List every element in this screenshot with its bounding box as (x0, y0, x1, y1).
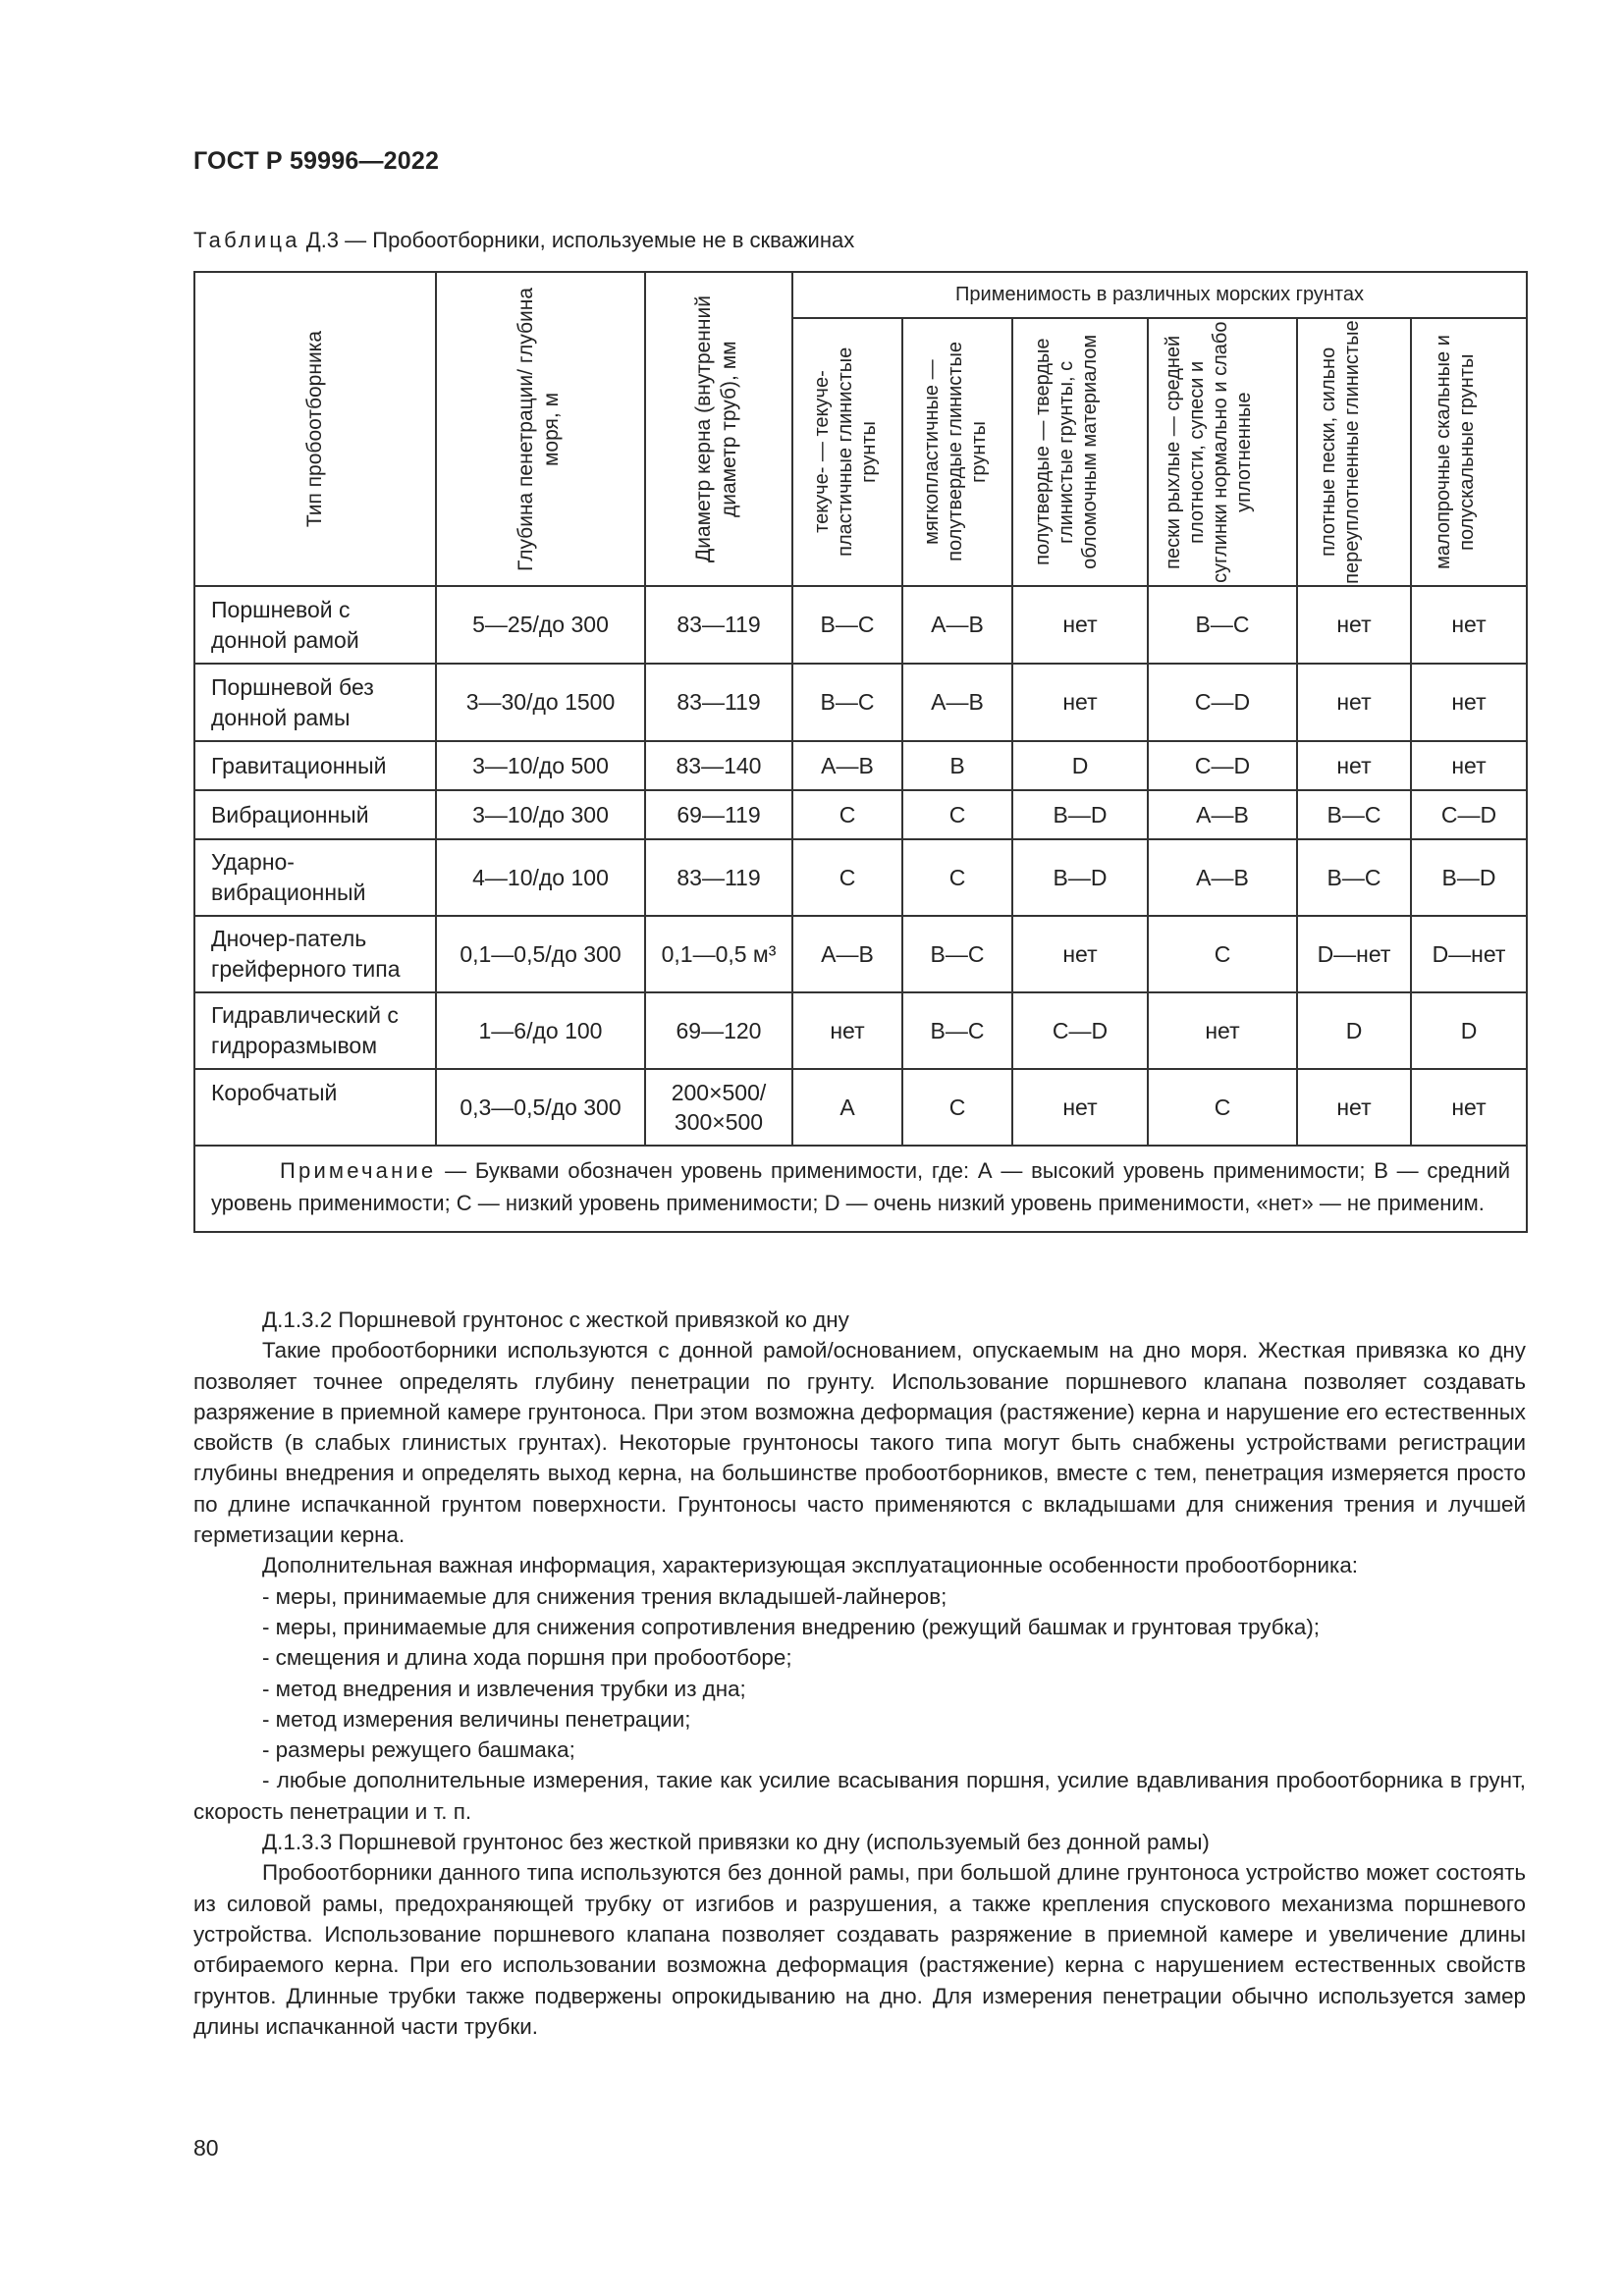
soil-value: D (1012, 741, 1148, 790)
table-row (194, 992, 1527, 1069)
sampler-type: Ударно-вибрационный (194, 839, 436, 916)
paragraph: Пробоотборники данного типа используются без донной рамы, при большой длине грунтоноса устройство может состоять из силовой рамы, предохраняющей трубку от изгибов и разрушения, а также крепления спускового механизма поршневого устройства. Использование поршневого клапана позволяет создавать разряжение в приемной камере и увеличение длины отбираемого керна. При его использовании возможна деформация (растяжение) керна с нарушением естественных свойств грунтов. Длинные трубки также подвержены опрокидыванию на дно. Для измерения пенетрации обычно используется замер длины испачканной части трубки. (193, 1860, 1526, 2039)
soil-value: нет (1411, 664, 1527, 741)
table-row (194, 790, 1527, 839)
depth-value: 3—30/до 1500 (436, 664, 645, 741)
col-header-depth: Глубина пенетрации/ глубина моря, м (436, 272, 645, 586)
depth-value: 0,1—0,5/до 300 (436, 916, 645, 992)
soil-value: D—нет (1297, 916, 1411, 992)
soil-value: нет (1297, 664, 1411, 741)
soil-value: нет (1411, 741, 1527, 790)
body-text (193, 1305, 1526, 2042)
depth-value: 5—25/до 300 (436, 586, 645, 664)
soil-value: В—D (1012, 790, 1148, 839)
soil-value: нет (1411, 1069, 1527, 1146)
note-label: Примечание (280, 1158, 437, 1183)
soil-value: В—D (1012, 839, 1148, 916)
soil-value: D—нет (1411, 916, 1527, 992)
table-row (194, 664, 1527, 741)
table-row (194, 916, 1527, 992)
soil-value: А—В (902, 586, 1012, 664)
list-item: - меры, принимаемые для снижения трения вкладышей-лайнеров; (262, 1583, 947, 1609)
table-caption-label: Таблица (193, 228, 300, 252)
soil-value: С (902, 1069, 1012, 1146)
soil-value: А (792, 1069, 902, 1146)
col-header-soil-1: текуче- — текуче-пластичные глинистые грунты (792, 318, 902, 586)
soil-value: D (1411, 992, 1527, 1069)
soil-value: нет (1012, 916, 1148, 992)
soil-value: В—С (1297, 790, 1411, 839)
sampler-type: Коробчатый (194, 1069, 436, 1146)
soil-value: В—С (902, 992, 1012, 1069)
list-item: - размеры режущего башмака; (262, 1737, 575, 1763)
diameter-value: 83—119 (645, 664, 792, 741)
soil-value: А—В (1148, 790, 1297, 839)
soil-value: С (902, 790, 1012, 839)
soil-value: С—D (1012, 992, 1148, 1069)
depth-value: 3—10/до 300 (436, 790, 645, 839)
depth-value: 4—10/до 100 (436, 839, 645, 916)
table-note-row (194, 1146, 1527, 1232)
soil-value: нет (792, 992, 902, 1069)
samplers-table (193, 271, 1528, 1233)
soil-value: нет (1012, 664, 1148, 741)
sampler-type: Вибрационный (194, 790, 436, 839)
soil-value: А—В (902, 664, 1012, 741)
soil-value: С—D (1411, 790, 1527, 839)
table-caption (193, 228, 854, 253)
paragraph: Дополнительная важная информация, характеризующая эксплуатационные особенности пробоотборника: (262, 1553, 1358, 1578)
soil-value: В—С (792, 664, 902, 741)
soil-value: С (1148, 916, 1297, 992)
soil-value: А—В (792, 916, 902, 992)
diameter-value: 0,1—0,5 м³ (645, 916, 792, 992)
list-item: - любые дополнительные измерения, такие как усилие всасывания поршня, усилие вдавливания пробоотборника в грунт, скорость пенетрации и т. п. (193, 1768, 1526, 1824)
soil-value: С—D (1148, 664, 1297, 741)
page-number: 80 (193, 2135, 219, 2161)
col-header-soil-6: малопрочные скальные и полускальные грунты (1411, 318, 1527, 586)
soil-value: С (902, 839, 1012, 916)
sampler-type: Поршневой без донной рамы (194, 664, 436, 741)
diameter-value: 83—140 (645, 741, 792, 790)
soil-value: В (902, 741, 1012, 790)
table-row (194, 839, 1527, 916)
soil-value: нет (1012, 1069, 1148, 1146)
table-row (194, 1069, 1527, 1146)
diameter-value: 200×500/ 300×500 (645, 1069, 792, 1146)
soil-value: С (792, 839, 902, 916)
list-item: - меры, принимаемые для снижения сопротивления внедрению (режущий башмак и грунтовая трубка); (262, 1614, 1320, 1639)
paragraph: Такие пробоотборники используются с донной рамой/основанием, опускаемым на дно моря. Жесткая привязка ко дну позволяет точнее определять глубину пенетрации по грунту. Использование поршневого клапана позволяет создавать разряжение в приемной камере грунтоноса. При этом возможна деформация (растяжение) керна и нарушение его естественных свойств (в слабых глинистых грунтах). Некоторые грунтоносы такого типа могут быть снабжены устройствами регистрации глубины внедрения и определять выход керна, на большинстве пробоотборников, вместе с тем, пенетрация измеряется просто по длине испачканной грунтом поверхности. Грунтоносы часто применяются с вкладышами для снижения трения и лучшей герметизации керна. (193, 1338, 1526, 1548)
col-group-header-applicability: Применимость в различных морских грунтах (792, 272, 1527, 318)
soil-value: нет (1297, 586, 1411, 664)
soil-value: В—С (1148, 586, 1297, 664)
soil-value: нет (1297, 741, 1411, 790)
sampler-type: Поршневой с донной рамой (194, 586, 436, 664)
depth-value: 3—10/до 500 (436, 741, 645, 790)
soil-value: С (1148, 1069, 1297, 1146)
soil-value: А—В (1148, 839, 1297, 916)
list-item: - смещения и длина хода поршня при пробоотборе; (262, 1645, 792, 1671)
sampler-type: Гравитационный (194, 741, 436, 790)
depth-value: 1—6/до 100 (436, 992, 645, 1069)
table-note (194, 1146, 1527, 1232)
diameter-value: 69—119 (645, 790, 792, 839)
table-row (194, 741, 1527, 790)
soil-value: нет (1148, 992, 1297, 1069)
soil-value: нет (1012, 586, 1148, 664)
list-item: - метод измерения величины пенетрации; (262, 1706, 691, 1732)
col-header-type: Тип пробоотборника (194, 272, 436, 586)
soil-value: В—С (902, 916, 1012, 992)
col-header-diameter: Диаметр керна (внутренний диаметр труб), мм (645, 272, 792, 586)
diameter-value: 83—119 (645, 839, 792, 916)
col-header-soil-2: мягкопластичные — полутвердые глинистые грунты (902, 318, 1012, 586)
col-header-soil-4: пески рыхлые — средней плотности, супеси и суглинки нормально и слабо уплотненные (1148, 318, 1297, 586)
sampler-type: Гидравлический с гидроразмывом (194, 992, 436, 1069)
note-text: — Буквами обозначен уровень применимости, где: А — высокий уровень применимости; В — средний уровень применимости; С — низкий уровень применимости; D — очень низкий уровень применимости, «нет» — не применим. (211, 1158, 1510, 1215)
soil-value: С—D (1148, 741, 1297, 790)
depth-value: 0,3—0,5/до 300 (436, 1069, 645, 1146)
soil-value: С (792, 790, 902, 839)
soil-value: В—С (1297, 839, 1411, 916)
col-header-soil-3: полутвердые — твердые глинистые грунты, с обломочным материалом (1012, 318, 1148, 586)
soil-value: А—В (792, 741, 902, 790)
soil-value: нет (1411, 586, 1527, 664)
soil-value: В—С (792, 586, 902, 664)
diameter-value: 69—120 (645, 992, 792, 1069)
sampler-type: Дночер-патель грейферного типа (194, 916, 436, 992)
list-item: - метод внедрения и извлечения трубки из дна; (262, 1676, 746, 1701)
table-row (194, 586, 1527, 664)
table-caption-text: Д.3 — Пробоотборники, используемые не в скважинах (305, 228, 855, 252)
section-heading: Д.1.3.2 Поршневой грунтонос с жесткой привязкой ко дну (262, 1308, 849, 1332)
diameter-value: 83—119 (645, 586, 792, 664)
soil-value: нет (1297, 1069, 1411, 1146)
col-header-soil-5: плотные пески, сильно переуплотненные глинистые (1297, 318, 1411, 586)
document-header: ГОСТ Р 59996—2022 (193, 147, 440, 175)
soil-value: D (1297, 992, 1411, 1069)
section-heading: Д.1.3.3 Поршневой грунтонос без жесткой привязки ко дну (используемый без донной рамы) (262, 1830, 1210, 1855)
soil-value: В—D (1411, 839, 1527, 916)
